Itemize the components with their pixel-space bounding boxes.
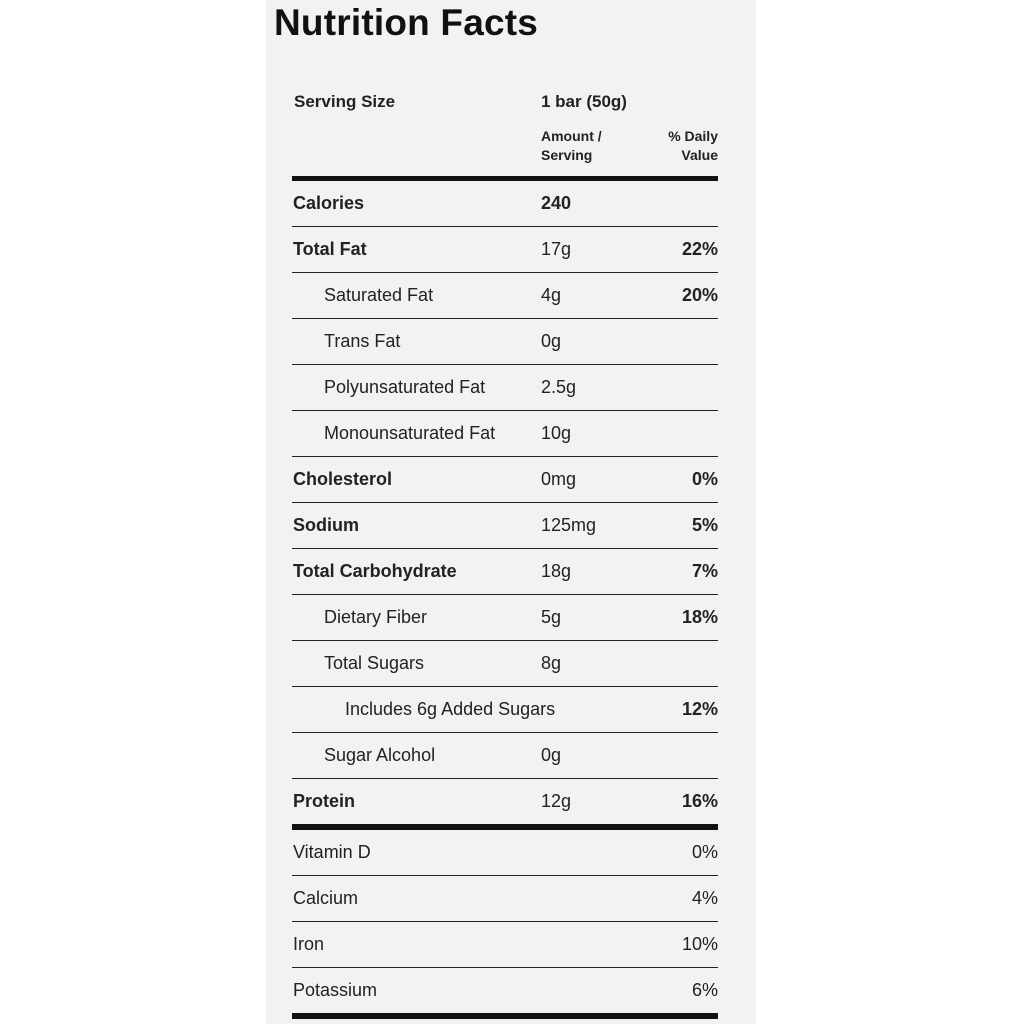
amount-header-line1: Amount /: [541, 128, 602, 144]
nutrient-daily-value: 18%: [681, 607, 718, 627]
nutrient-amount: 125mg: [541, 515, 597, 535]
vitamin-name: Calcium: [293, 888, 359, 908]
vitamin-row: [292, 922, 718, 968]
amount-header-line2: Serving: [541, 147, 593, 163]
nutrient-row: [292, 457, 718, 503]
vitamin-daily-value: 10%: [681, 934, 718, 954]
nutrient-name: Calories: [293, 193, 365, 213]
nutrient-name: Monounsaturated Fat: [324, 423, 496, 443]
nutrient-amount: 240: [541, 193, 572, 213]
vitamin-name: Potassium: [293, 980, 378, 1000]
daily-value-header: [638, 127, 718, 165]
vitamin-list: [292, 830, 718, 1013]
nutrient-amount: 18g: [541, 561, 572, 581]
nutrient-name: Total Sugars: [324, 653, 425, 673]
nutrient-row: [292, 319, 718, 365]
nutrient-amount: 0g: [541, 745, 562, 765]
vitamin-name: Vitamin D: [293, 842, 371, 862]
nutrient-daily-value: 22%: [681, 239, 718, 259]
nutrient-name: Saturated Fat: [324, 285, 434, 305]
nutrient-list: [292, 181, 718, 824]
nutrient-daily-value: 5%: [691, 515, 718, 535]
page-title: Nutrition Facts: [274, 2, 539, 43]
nutrient-name: Trans Fat: [324, 331, 401, 351]
nutrient-row: [292, 779, 718, 824]
serving-size-label: Serving Size: [294, 92, 396, 111]
nutrient-row: [292, 733, 718, 779]
nutrient-daily-value: 12%: [681, 699, 718, 719]
nutrient-row: [292, 411, 718, 457]
bottom-divider: [292, 1013, 718, 1019]
dv-header-line2: Value: [681, 147, 718, 163]
nutrient-amount: 2.5g: [541, 377, 577, 397]
nutrient-row: [292, 503, 718, 549]
vitamin-name: Iron: [293, 934, 325, 954]
nutrient-name: Polyunsaturated Fat: [324, 377, 486, 397]
serving-size-value: 1 bar (50g): [541, 92, 627, 111]
nutrient-name: Includes 6g Added Sugars: [345, 699, 556, 719]
nutrient-name: Cholesterol: [293, 469, 393, 489]
nutrient-name: Total Fat: [293, 239, 367, 259]
nutrient-amount: 12g: [541, 791, 572, 811]
nutrient-amount: 4g: [541, 285, 562, 305]
nutrient-amount: 10g: [541, 423, 572, 443]
vitamin-daily-value: 6%: [691, 980, 718, 1000]
nutrient-row: [292, 273, 718, 319]
nutrient-name: Protein: [293, 791, 356, 811]
nutrient-daily-value: 7%: [691, 561, 718, 581]
nutrient-amount: 0mg: [541, 469, 577, 489]
nutrition-table: [292, 80, 718, 1019]
nutrient-name: Sodium: [293, 515, 359, 535]
nutrient-row: [292, 181, 718, 227]
nutrient-daily-value: 16%: [681, 791, 718, 811]
vitamin-row: [292, 876, 718, 922]
nutrient-row: [292, 687, 718, 733]
amount-per-serving-header: [541, 127, 631, 165]
dv-header-line1: % Daily: [668, 128, 718, 144]
vitamin-daily-value: 4%: [691, 888, 718, 908]
nutrient-amount: 17g: [541, 239, 572, 259]
serving-size-row: [292, 80, 718, 124]
nutrient-amount: 0g: [541, 331, 562, 351]
nutrient-row: [292, 549, 718, 595]
nutrient-amount: 5g: [541, 607, 562, 627]
nutrient-amount: 8g: [541, 653, 562, 673]
nutrient-row: [292, 595, 718, 641]
nutrient-name: Total Carbohydrate: [293, 561, 457, 581]
nutrient-row: [292, 365, 718, 411]
nutrient-daily-value: 20%: [681, 285, 718, 305]
vitamin-daily-value: 0%: [691, 842, 718, 862]
nutrient-daily-value: 0%: [691, 469, 718, 489]
nutrient-name: Dietary Fiber: [324, 607, 428, 627]
nutrient-row: [292, 641, 718, 687]
nutrient-row: [292, 227, 718, 273]
vitamin-row: [292, 830, 718, 876]
nutrient-name: Sugar Alcohol: [324, 745, 436, 765]
vitamin-row: [292, 968, 718, 1013]
column-header-row: [292, 124, 718, 176]
